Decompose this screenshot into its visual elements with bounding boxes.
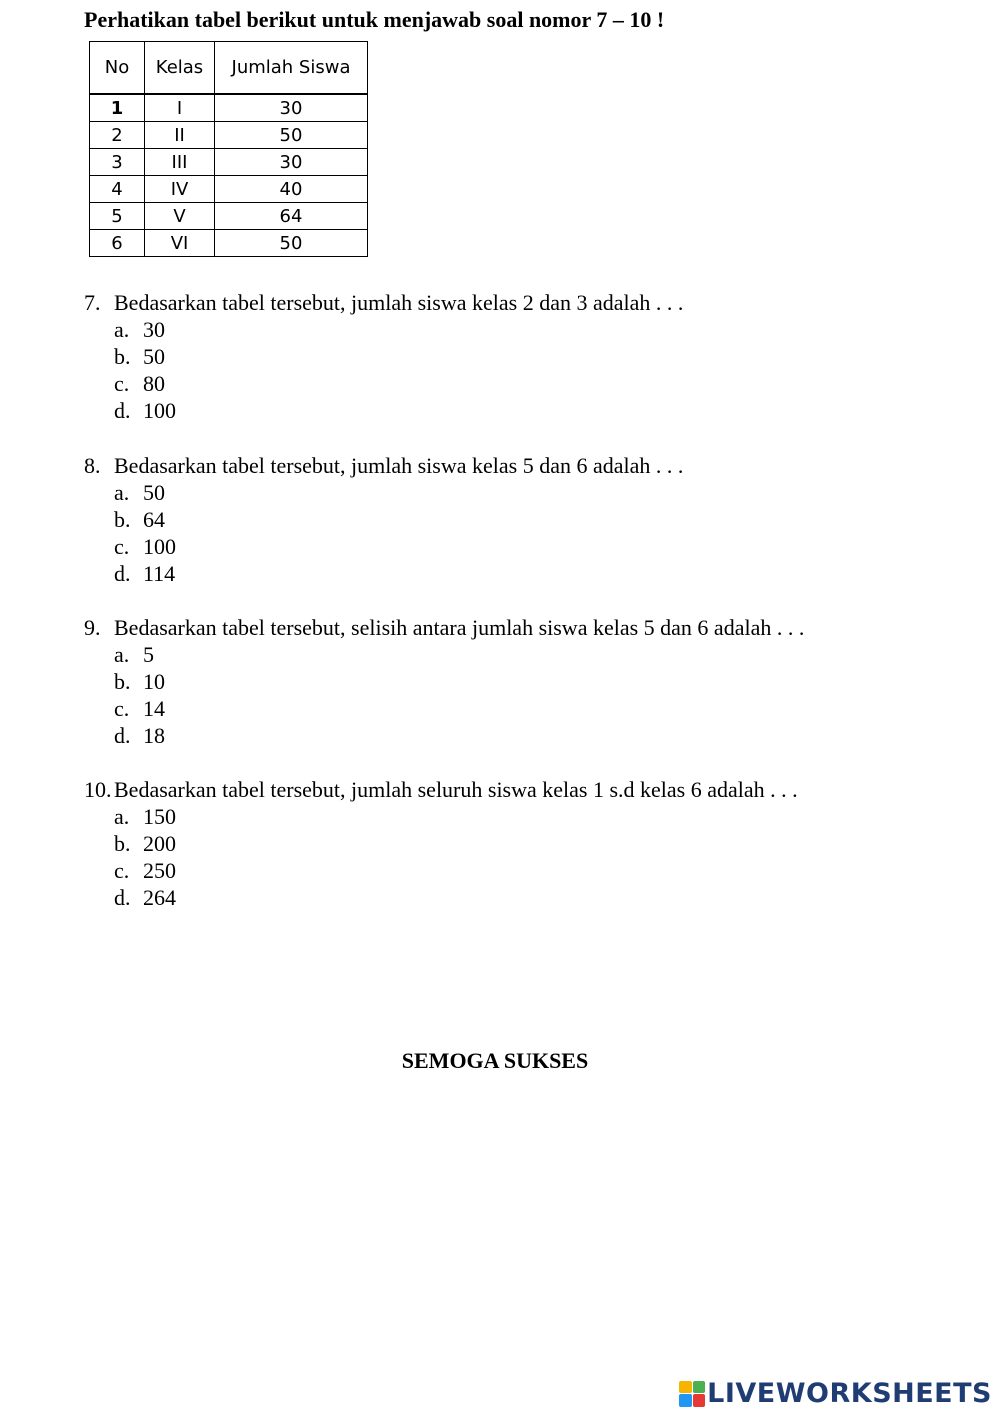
answer-option-c[interactable] [114, 533, 984, 560]
option-text: 18 [143, 723, 165, 748]
table-row [90, 230, 368, 257]
table-row [90, 122, 368, 149]
option-text: 150 [143, 804, 176, 829]
answer-option-c[interactable] [114, 370, 984, 397]
cell-kelas: VI [145, 230, 215, 257]
question-text: Bedasarkan tabel tersebut, selisih antara jumlah siswa kelas 5 dan 6 adalah . . . [114, 615, 805, 640]
option-text: 100 [143, 398, 176, 423]
table-header-row [90, 42, 368, 95]
question-number: 8. [84, 453, 101, 478]
cell-kelas: I [145, 94, 215, 122]
question-number: 7. [84, 290, 101, 315]
answer-option-d[interactable] [114, 397, 984, 424]
answer-option-a[interactable] [114, 479, 984, 506]
answer-option-c[interactable] [114, 857, 984, 884]
option-text: 100 [143, 534, 176, 559]
question-10 [84, 776, 984, 911]
cell-kelas: V [145, 203, 215, 230]
cell-jumlah: 50 [215, 230, 368, 257]
option-letter: a. [114, 317, 130, 342]
option-letter: c. [114, 858, 130, 883]
option-text: 14 [143, 696, 165, 721]
answer-option-b[interactable] [114, 506, 984, 533]
option-letter: c. [114, 371, 130, 396]
question-text: Bedasarkan tabel tersebut, jumlah siswa kelas 2 dan 3 adalah . . . [114, 290, 684, 315]
answer-option-a[interactable] [114, 803, 984, 830]
answer-option-a[interactable] [114, 316, 984, 343]
question-8 [84, 452, 984, 587]
option-text: 114 [143, 561, 176, 586]
instruction-heading: Perhatikan tabel berikut untuk menjawab soal nomor 7 – 10 ! [84, 7, 665, 32]
option-text: 30 [143, 317, 165, 342]
option-letter: b. [114, 344, 131, 369]
cell-kelas: III [145, 149, 215, 176]
question-number: 10. [84, 777, 112, 802]
option-text: 264 [143, 885, 176, 910]
header-kelas: Kelas [145, 42, 215, 95]
liveworksheets-logo-icon [679, 1381, 705, 1407]
cell-no: 1 [90, 94, 145, 122]
answer-option-d[interactable] [114, 884, 984, 911]
cell-no: 2 [90, 122, 145, 149]
table-row [90, 94, 368, 122]
option-letter: a. [114, 642, 130, 667]
brand-name: LIVEWORKSHEETS [707, 1378, 992, 1409]
cell-kelas: IV [145, 176, 215, 203]
answer-option-d[interactable] [114, 722, 984, 749]
option-text: 80 [143, 371, 165, 396]
option-text: 10 [143, 669, 165, 694]
option-text: 200 [143, 831, 176, 856]
option-letter: d. [114, 561, 131, 586]
table-row [90, 176, 368, 203]
option-letter: d. [114, 885, 131, 910]
brand-watermark[interactable] [679, 1378, 992, 1409]
table-row [90, 203, 368, 230]
student-count-table [89, 41, 368, 257]
cell-jumlah: 30 [215, 94, 368, 122]
question-text: Bedasarkan tabel tersebut, jumlah siswa kelas 5 dan 6 adalah . . . [114, 453, 684, 478]
answer-option-b[interactable] [114, 343, 984, 370]
cell-jumlah: 30 [215, 149, 368, 176]
question-9 [84, 614, 984, 749]
answer-option-a[interactable] [114, 641, 984, 668]
header-jumlah-siswa: Jumlah Siswa [215, 42, 368, 95]
answer-option-c[interactable] [114, 695, 984, 722]
option-letter: b. [114, 669, 131, 694]
question-number: 9. [84, 615, 101, 640]
option-text: 5 [143, 642, 154, 667]
option-letter: a. [114, 480, 130, 505]
table-row [90, 149, 368, 176]
option-letter: d. [114, 398, 131, 423]
closing-message: SEMOGA SUKSES [401, 1048, 589, 1073]
answer-option-b[interactable] [114, 668, 984, 695]
option-letter: c. [114, 696, 130, 721]
cell-no: 4 [90, 176, 145, 203]
cell-no: 3 [90, 149, 145, 176]
option-letter: b. [114, 507, 131, 532]
option-text: 50 [143, 344, 165, 369]
option-letter: b. [114, 831, 131, 856]
answer-options [84, 641, 984, 749]
cell-jumlah: 40 [215, 176, 368, 203]
answer-options [84, 316, 984, 424]
answer-option-b[interactable] [114, 830, 984, 857]
option-letter: c. [114, 534, 130, 559]
option-text: 250 [143, 858, 176, 883]
cell-jumlah: 64 [215, 203, 368, 230]
answer-option-d[interactable] [114, 560, 984, 587]
question-text: Bedasarkan tabel tersebut, jumlah seluruh siswa kelas 1 s.d kelas 6 adalah . . . [114, 777, 798, 802]
answer-options [84, 803, 984, 911]
option-text: 50 [143, 480, 165, 505]
cell-no: 5 [90, 203, 145, 230]
cell-no: 6 [90, 230, 145, 257]
cell-kelas: II [145, 122, 215, 149]
option-letter: a. [114, 804, 130, 829]
option-text: 64 [143, 507, 165, 532]
cell-jumlah: 50 [215, 122, 368, 149]
question-7 [84, 289, 984, 424]
header-no: No [90, 42, 145, 95]
option-letter: d. [114, 723, 131, 748]
answer-options [84, 479, 984, 587]
